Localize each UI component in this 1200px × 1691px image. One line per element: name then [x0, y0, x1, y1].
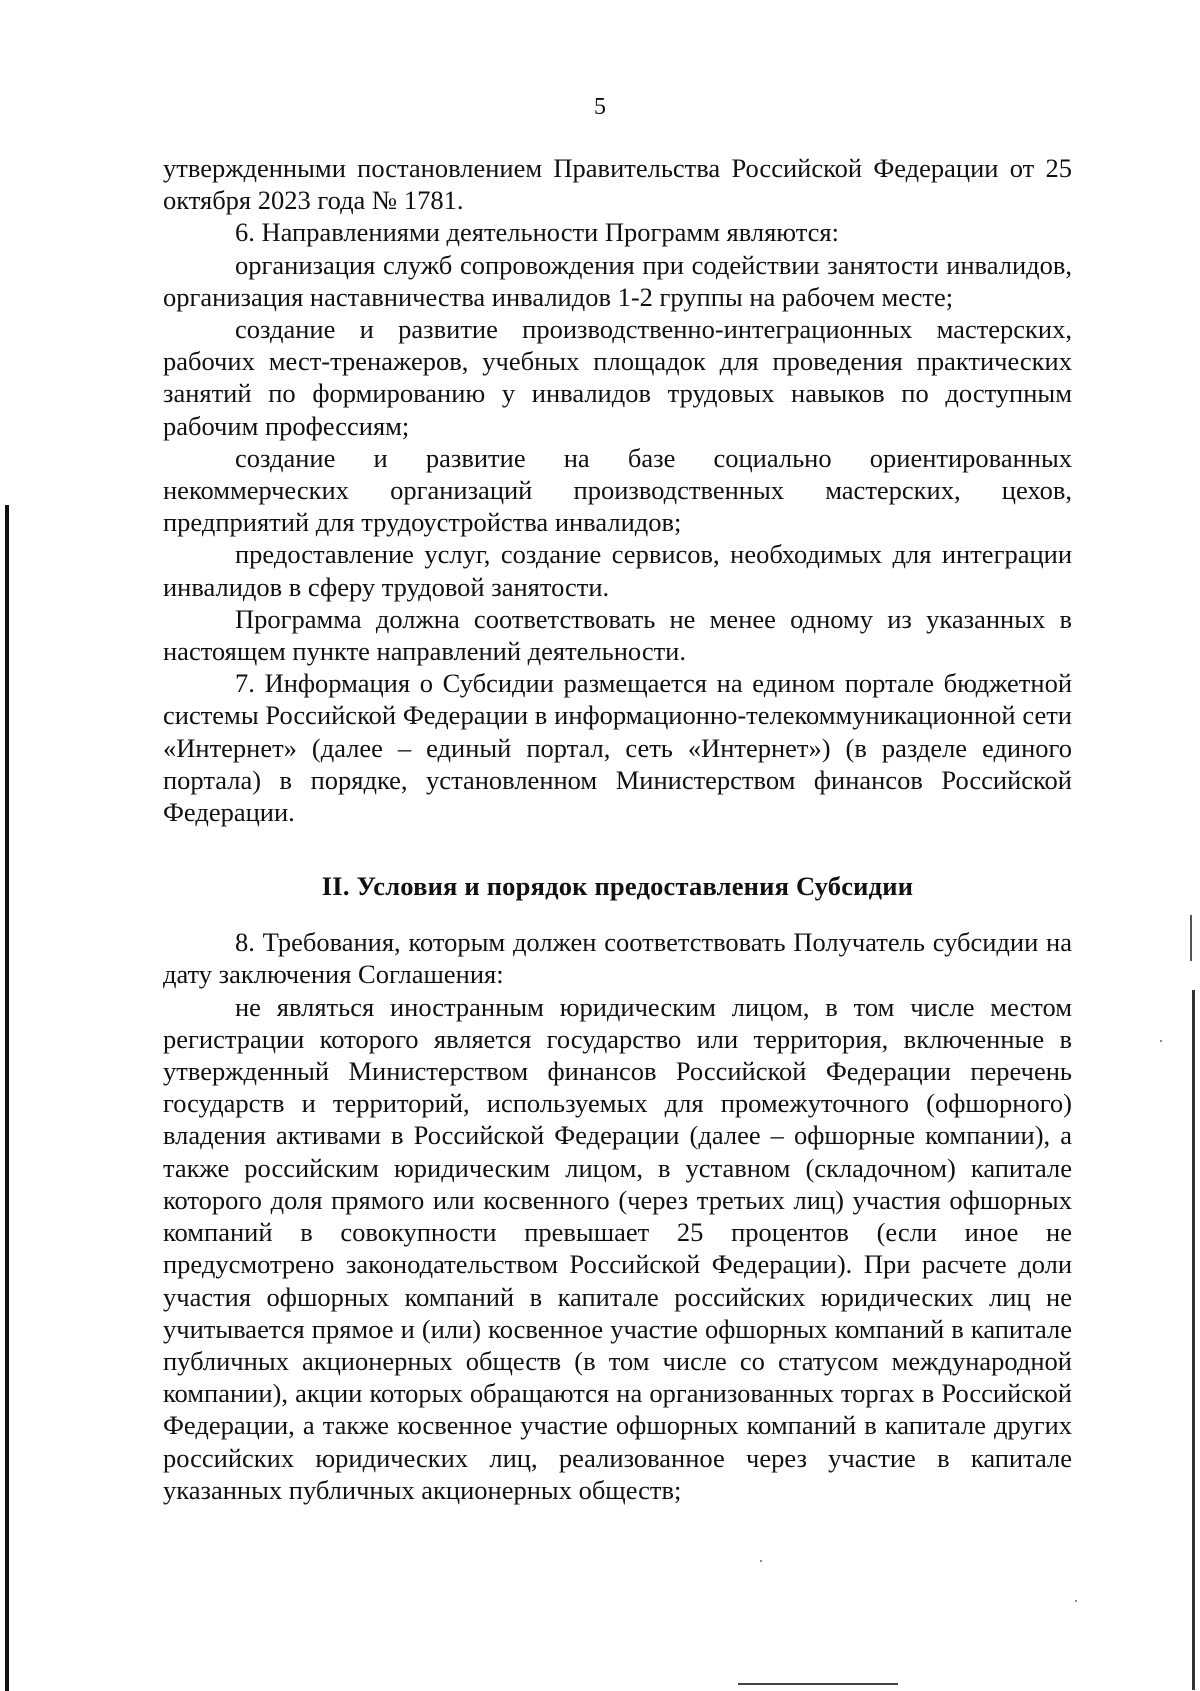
paragraph-direction-4: предоставление услуг, создание сервисов, необходимых для интеграции инвалидов в сферу трудовой занятости. [163, 539, 1072, 602]
paragraph-direction-2: создание и развитие производственно-интеграционных мастерских, рабочих мест-тренажеров, учебных площадок для проведения практических занятий по формированию у инвалидов трудовых навыков по доступным рабочим профессиям; [163, 314, 1072, 441]
section-heading: II. Условия и порядок предоставления Субсидии [321, 871, 914, 902]
document-body [163, 152, 1072, 1506]
paragraph-continuation: утвержденными постановлением Правительства Российской Федерации от 25 октября 2023 года № 1781. [163, 153, 1072, 216]
scan-edge-right-mark [1190, 915, 1192, 961]
scan-edge-right [1192, 990, 1195, 1690]
scan-speck [760, 1560, 762, 1562]
paragraph-requirement-offshore: не являться иностранным юридическим лицом, в том числе местом регистрации которого является государство или территория, включенные в утвержденный Министерством финансов Российской Федерации перечень государств и территорий, используемых для промежуточного (офшорного) владения активами в Российской Федерации (далее – офшорные компании), а также российским юридическим лицом, в уставном (складочном) капитале которого доля прямого или косвенного (через третьих лиц) участия офшорных компаний в совокупности превышает 25 процентов (если иное не предусмотрено законодательством Российской Федерации). При расчете доли участия офшорных компаний в капитале российских юридических лиц не учитывается прямое и (или) косвенное участие офшорных компаний в капитале публичных акционерных обществ (в том числе со статусом международной компании), акции которых обращаются на организованных торгах в Российской Федерации, а также косвенное участие офшорных компаний в капитале других российских юридических лиц, реализованное через участие в капитале указанных публичных акционерных обществ; [163, 991, 1072, 1505]
scan-speck [1075, 1600, 1077, 1602]
paragraph-program-requirement: Программа должна соответствовать не менее одному из указанных в настоящем пункте направлений деятельности. [163, 603, 1072, 667]
scan-edge-bottom [738, 1683, 898, 1685]
paragraph-direction-1: организация служб сопровождения при содействии занятости инвалидов, организация наставничества инвалидов 1-2 группы на рабочем месте; [163, 249, 1072, 312]
paragraph-item-7: 7. Информация о Субсидии размещается на едином портале бюджетной системы Российской Федерации в информационно-телекоммуникационной сети «Интернет» (далее – единый портал, сеть «Интернет») (в разделе единого портала) в порядке, установленном Министерством финансов Российской Федерации. [163, 668, 1072, 828]
page-number: 5 [594, 94, 606, 120]
paragraph-item-8: 8. Требования, которым должен соответствовать Получатель субсидии на дату заключения Соглашения: [163, 927, 1072, 990]
scan-edge-left [5, 505, 9, 1691]
paragraph-direction-3: создание и развитие на базе социально ориентированных некоммерческих организаций производственных мастерских, цехов, предприятий для трудоустройства инвалидов; [163, 442, 1072, 538]
paragraph-item-6: 6. Направлениями деятельности Программ являются: [235, 217, 839, 248]
scan-speck [1160, 1040, 1162, 1042]
